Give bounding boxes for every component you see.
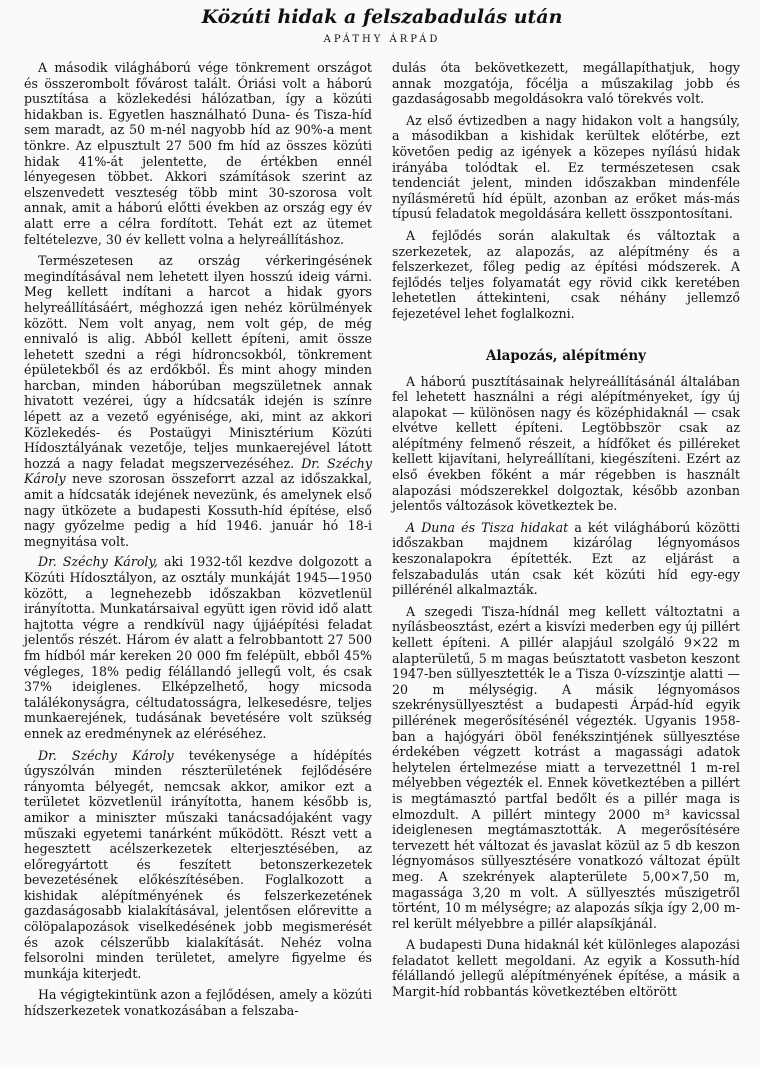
paragraph: A második világháború vége tönkrement országot és összerombolt fővárost talált. Óriási volt a háború pusztítása a közlekedési hálózatban, így a közúti hidakban is. Egyetlen használható Duna- és Tisza-híd sem maradt, az 50 m-nél nagyobb híd az 90%-a ment tönkre. Az elpusztult 27 500 fm híd az összes közúti hidak 41%-át jelentette, de értékben ennél lényegesen többet. Akkori számítások szerint az elszenvedett veszteség több mint 30-szorosa volt annak, amit a háború előtti években az ország egy év alatt erre a célra fordított. Tehát ezt az ütemet feltételezve, 30 év kellett volna a helyreállításhoz. — [24, 60, 372, 247]
paragraph: Az első évtizedben a nagy hidakon volt a hangsúly, a másodikban a kishidak kerültek előtérbe, ezt követően pedig az igények a közepes nyílású hidak irányába tolódtak el. Ez természetesen csak tendenciát jelent, minden időszakban mindenféle nyílásméretű híd épült, azonban az erőket más-más típusú feladatok megoldására kellett összpontosítani. — [392, 112, 740, 222]
paragraph — [24, 554, 372, 741]
paragraph-text: a két világháború közötti időszakban majdnem kizárólag légnyomásos keszonalapokra építették. Ezt az eljárást a felszabadulás után csak két közúti híd egy-egy pillérénél alkalmazták. — [392, 519, 740, 598]
article-author: APÁTHY ÁRPÁD — [323, 34, 441, 45]
person-name: Dr. Széchy Károly — [24, 455, 372, 487]
paragraph: A háború pusztításainak helyreállításánál általában fel lehetett használni a régi alépítményeket, így új alapokat — különösen nagy és középhidaknál — csak elvétve kellett építeni. Legtöbbször csak az alépítmény felmenő részeit, a hídfőket és pilléreket kellett kijavítani, helyreállítani, kiegészíteni. Ezért az első években főként a már régebben is használt alapozási módszerekkel dolgoztak, később azonban jelentős változások következtek be. — [392, 373, 740, 514]
article-title: Közúti hidak a felszabadulás után — [201, 6, 563, 28]
paragraph: A budapesti Duna hidaknál két különleges alapozási feladatot kellett megoldani. Az egyik a Kossuth-híd félállandó jellegű alépítményének építése, a másik a Margit-híd robbantás következtében eltörött — [392, 937, 740, 1000]
article-columns — [24, 60, 740, 1025]
person-name: Dr. Széchy Károly — [38, 747, 174, 763]
paragraph: dulás óta bekövetkezett, megállapíthatjuk, hogy annak mozgatója, főcélja a műszakilag jobb és gazdaságosabb megoldásokra való törekvés volt. — [392, 60, 740, 107]
paragraph: A fejlődés során alakultak és változtak a szerkezetek, az alapozás, az alépítmény és a felszerkezet, főleg pedig az építési módszerek. A fejlődés teljes folyamatát egy rövid cikk keretében lehetetlen áttekinteni, csak néhány jellemző fejezetével lehet foglalkozni. — [392, 227, 740, 321]
section-heading: Alapozás, alépítmény — [485, 347, 646, 364]
paragraph — [392, 520, 740, 598]
paragraph-text: aki 1932-től kezdve dolgozott a Közúti Hídosztályon, az osztály munkáját 1945—1950 között, a legnehezebb időszakban közvetlenül irányította. Munkatársaival együtt igen rövid idő alatt hajtotta végre a rendkívül nagy újjáépítési feladat jelentős részét. Három év alatt a felrobbantott 27 500 fm hídból már kereken 20 000 fm felépült, ebből 45% végleges, 18% pedig félállandó jellegű volt, és csak 37% ideiglenes. Elképzelhető, hogy micsoda találékonyságra, céltudatosságra, lelkesedésre, teljes munkaerejének, tudásának bevetésére volt szükség ennek az eredménynek az eléréséhez. — [24, 554, 372, 741]
paragraph-text: Természetesen az ország vérkeringésének megindításával nem lehetett ilyen hosszú ideig várni. Meg kellett indítani a harcot a hidak gyors helyreállításáért, méghozzá igen nehéz körülmények között. Nem volt anyag, nem volt gép, de még ennivaló is alig. Abból kellett építeni, amit össze lehetett szedni a régi hídroncsokból, tönkrement épületekből és az erdőkből. És mint ahogy minden harcban, minden háborúban megszületnek annak hivatott vezérei, úgy a hídcsaták idején is színre lépett az a vezető egyénisége, aki, mint az akkori Közlekedés- és Postaügyi Minisztérium Közúti Hídosztályának vezetője, teljes munkaerejével látott hozzá a nagy feladat megszervezéséhez. — [24, 253, 372, 471]
paragraph-text: neve szorosan összeforrt azzal az időszakkal, amit a hídcsaták idejének nevezünk, és amelynek első nagy ütközete a budapesti Kossuth-híd építése, első nagy győzelme pedig a híd 1946. január hó 18-i megnyitása volt. — [24, 471, 372, 549]
paragraph: Ha végigtekintünk azon a fejlődésen, amely a közúti hídszerkezetek vonatkozásában a felszaba- — [24, 987, 372, 1019]
paragraph-text: tevékenysége a hídépítés úgyszólván minden részterületének fejlődésére rányomta bélyegét, nemcsak akkor, amikor ezt a területet közvetlenül irányította, hanem később is, amikor a miniszter műszaki tanácsadójaként vagy műszaki egyetemi tanárként működött. Részt vett a hegesztett acélszerkezetek elterjesztésében, az előregyártott és feszített betonszerkezetek bevezetésének előkészítésében. Foglalkozott a kishidak alépítményének és felszerkezetének gazdaságosabb kialakításával, jelentősen előrevitte a cölöpalapozások viselkedésének jobb megismerését és azok célszerűbb kialakítását. Nehéz volna felsorolni minden területet, amelyre figyelme és munkája kiterjedt. — [24, 747, 372, 981]
person-name: Dr. Széchy Károly, — [38, 554, 158, 570]
paragraph — [24, 253, 372, 549]
paragraph: A szegedi Tisza-hídnál meg kellett változtatni a nyílásbeosztást, ezért a kisvízi mederben egy új pillért kellett építeni. A pillér alapjául szolgáló 9×22 m alapterületű, 5 m magas beúsztatott vasbeton keszont 1947-ben süllyesztették le a Tisza 0-vízszintje alatti —20 m mélységig. A másik légnyomásos szekrénysüllyesztést a budapesti Árpád-híd egyik pillérének megerősítésénél végezték. Ugyanis 1958-ban a hajógyári öböl fenékszintjének süllyesztése érdekében végzett kotrást a magassági adatok helytelen értelmezése miatt a tervezettnél 1 m-rel mélyebben végezték el. Ennek következtében a pillért is megtámasztó partfal bedőlt és a pillér maga is elmozdult. A pillért mintegy 2000 m³ kavicssal ideiglenesen megtámasztották. A megerősítésére tervezett hét változat és javaslat közül az 5 db keszon légnyomásos süllyesztésére vonatkozó változat épült meg. A szekrények alapterülete 5,00×7,50 m, magassága 3,20 m volt. A süllyesztés műszigetről történt, 10 m mélységre; az alapozás síkja így 2,00 m-rel került mélyebbre a pillér alapsíkjánál. — [392, 603, 740, 931]
lead-phrase: A Duna és Tisza hidakat — [406, 519, 569, 535]
left-column — [24, 60, 372, 1025]
right-column — [392, 60, 740, 1025]
paragraph — [24, 748, 372, 982]
